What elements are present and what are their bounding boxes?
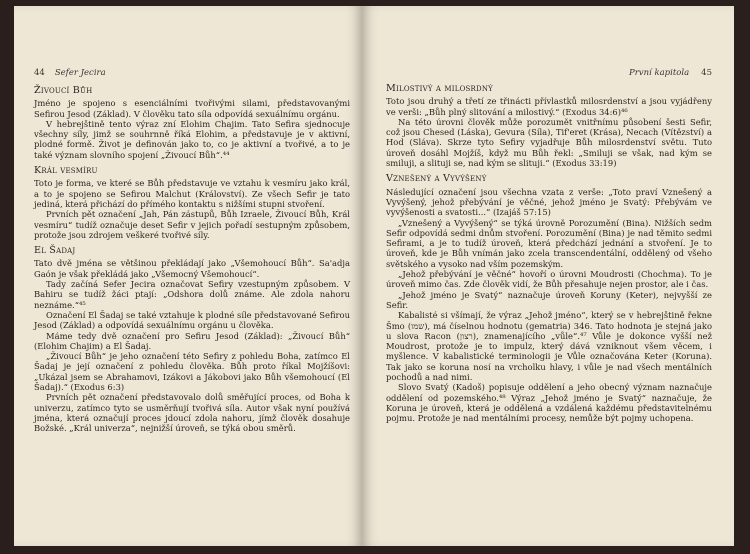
paragraph: Jméno je spojeno s esenciálními tvořivými silami, představovanými Sefirou Jesod (Základ). V člověku tato síla odpovídá sexuálnímu orgánu. [34,98,350,119]
left-page-body [34,86,350,434]
right-page-header [629,68,712,78]
right-page-body [386,84,712,424]
paragraph: Máme tedy dvě označení pro Sefiru Jesod (Základ): „Živoucí Bůh“ (Elohim Chajim) a El Šadaj. [34,330,350,351]
paragraph: Slovo Svatý (Kadoš) popisuje oddělení a jeho obecný význam naznačuje oddělení od pozemského.⁴⁸ Výraz „Jehož jméno je Svatý“ naznačuje, že Koruna je úroveň, která je oddělená a vzdálená každému představitelnému pojmu. Protože je nad mentálními procesy, nemůže být pojmy uchopena. [386,382,712,424]
paragraph: Kabalisté si všímají, že výraz „Jehož jméno“, který se v hebrejštině řekne Šmo (שמו), má číselnou hodnotu (gematria) 346. Tato hodnota je stejná jako u slova Racon (רצון), znamenajícího „vůle“.⁴⁷ Vůle je dokonce vyšší než Moudrost, protože je to impulz, který dává vzniknout všem věcem, i myšlence. V kabalistické terminologii je Vůle označována Keter (Koruna). Tak jako se koruna nosí na vrcholku hlavy, i vůle je nad všech mentálních pochodů a nad nimi. [386,310,712,383]
section [34,86,350,160]
section [34,246,350,433]
section [386,174,712,423]
section [34,166,350,240]
section-heading: Král vesmíru [34,165,98,177]
paragraph: Toto jsou druhý a třetí ze třinácti přívlastků milosrdenství a jsou vyjádřeny ve verši: „Bůh plný slitování a milostivý.“ (Exodus 34:6)⁴⁶ [386,96,712,117]
paragraph: Prvních pět označení „Jah, Pán zástupů, Bůh Izraele, Živoucí Bůh, Král vesmíru“ tudíž označuje deset Sefir v jejich pořadí sestupným způsobem, protože jsou zdrojem veškeré tvořivé síly. [34,209,350,240]
section-heading: El Šadaj [34,245,76,257]
paragraph: Označení El Šadaj se také vztahuje k plodné síle představované Sefirou Jesod (Základ) a odpovídá sexuálnímu orgánu u člověka. [34,309,350,331]
running-head: Sefer Jecira [54,68,106,78]
paragraph: Prvních pět označení představovalo dolů směřující proces, od Boha k univerzu, zatímco tyto se usměrňují tvořivá síla. Autor však nyní používá jména, která označují proces jdoucí zdola nahoru, jímž člověk dosahuje Božské. „Král univerza“, nejnižší úroveň, se týká obou směrů. [34,392,350,434]
paragraph: Na této úrovni člověk může porozumět vnitřnímu působení šesti Sefir, což jsou Chesed (Láska), Gevura (Síla), Tif'eret (Krása), Necach (Vítězství) a Hod (Sláva). Skrze tyto Sefiry vyjadřuje Bůh milosrdenství světu. Tuto úroveň dosáhl Mojžíš, když mu Bůh řekl: „Smiluji se však, nad kým se smiluji, a slituji se, nad kým se slituji.“ (Exodus 33:19) [386,116,712,169]
section-heading: Milostivý a milosrdný [386,83,493,94]
section [386,84,712,168]
paragraph: V hebrejštině tento výraz zní Elohim Chajim. Tato Sefira sjednocuje všechny síly, jimž se souhrnně říká Elohim, a představuje je v aktivní, plodné formě. Život je definován jako to, co je aktivní a tvořivé, a to je také význam slovního spojení „Živoucí Bůh“.⁴⁴ [34,118,350,160]
paragraph: Toto je forma, ve které se Bůh představuje ve vztahu k vesmíru jako král, a to je spojeno se Sefirou Malchut (Království). Ze všech Sefir je tato jediná, která přichází do přímého kontaktu s nižšími stupni stvoření. [34,178,350,209]
right-page [362,6,734,546]
section-heading: Vznešený a Vyvýšený [386,173,487,185]
paragraph: „Jehož jméno je Svatý“ naznačuje úroveň Koruny (Keter), nejvyšší ze Sefir. [386,289,712,310]
section-heading: Živoucí Bůh [34,85,93,96]
paragraph: Tady začíná Sefer Jecira označovat Sefiry vzestupným způsobem. V Bahiru se tudíž žáci ptají: „Odshora dolů známe. Ale zdola nahoru neznáme.“⁴⁵ [34,279,350,310]
running-head: První kapitola [628,68,690,78]
paragraph: „Živoucí Bůh“ je jeho označení této Sefiry z pohledu Boha, zatímco El Šadaj je její označení z pohledu člověka. Bůh proto říkal Mojžíšovi: „Ukázal jsem se Abrahamovi, Izákovi a Jákobovi jako Bůh všemohoucí (El Šadaj).“ (Exodus 6:3) [34,351,350,393]
paragraph: „Jehož přebývání je věčné“ hovoří o úrovni Moudrosti (Chochma). To je úroveň mimo čas. Zde člověk vidí, že Bůh přesahuje nejen prostor, ale i čas. [386,269,712,290]
left-page-header [34,68,106,78]
page-number: 45 [701,68,712,78]
paragraph: Tato dvě jména se většinou překládají jako „Všemohoucí Bůh“. Sa'adja Gaón je však překládá jako „Všemocný Všemohoucí“. [34,258,350,279]
paragraph: „Vznešený a Vyvýšený“ se týká úrovně Porozumění (Bina). Nižších sedm Sefir odpovídá sedmi dnům stvoření. Porozumění (Bina) je nad těmito sedmi Sefirami, a je to tudíž úroveň, která předchází jednání a stvoření. Je to úroveň, kde je Bůh vnímán jako zcela transcendentální, oddělený od všeho světského a vysoko nad vším pozemským. [386,217,712,269]
page-number: 44 [34,68,45,78]
paragraph: Následující označení jsou všechna vzata z verše: „Toto praví Vznešený a Vyvýšený, jehož přebývání je věčné, jehož jméno je Svatý: Přebývám ve vyvýšenosti a svatosti...“ (Izajáš 57:15) [386,186,712,218]
left-page [14,6,363,546]
